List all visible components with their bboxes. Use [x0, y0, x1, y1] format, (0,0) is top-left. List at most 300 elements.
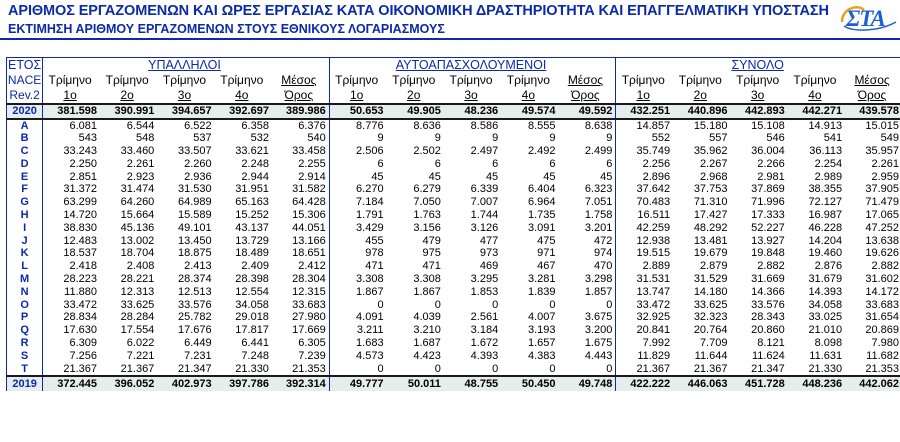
- row-label: M: [7, 273, 43, 286]
- col-header: Τρίμηνο: [162, 72, 207, 87]
- table-cell: 14.393: [808, 285, 843, 298]
- table-cell: 8.121: [757, 337, 785, 350]
- nace-header: NACE: [7, 72, 42, 87]
- table-cell: 33.683: [845, 299, 900, 312]
- table-cell: 3.200: [559, 324, 616, 337]
- group-header-self-employed: ΑΥΤΟΑΠΑΣΧΟΛΟΥΜΕΝΟΙ: [329, 58, 616, 73]
- table-cell: 2.256: [642, 157, 671, 170]
- table-cell: 2.876: [814, 260, 843, 273]
- table-cell: 2.409: [241, 260, 269, 273]
- table-cell: 381.598: [43, 104, 100, 119]
- table-cell: 9: [434, 132, 441, 145]
- table-cell: 11.631: [809, 349, 843, 362]
- table-cell: 2.418: [69, 260, 97, 273]
- col-header: 1ο: [329, 88, 386, 104]
- table-cell: 21.367: [63, 362, 97, 375]
- row-label: O: [7, 299, 43, 312]
- table-cell: 21.330: [235, 362, 269, 375]
- table-cell: 2.248: [241, 157, 269, 170]
- table-cell: 37.753: [693, 183, 728, 196]
- table-cell: 0: [549, 298, 556, 311]
- table-cell: 19.679: [693, 247, 728, 260]
- table-cell: 71.996: [751, 196, 785, 209]
- table-row: [7, 158, 900, 171]
- table-cell: 72.127: [808, 196, 843, 209]
- table-cell: 15.306: [272, 209, 329, 222]
- table-cell: 48.236: [444, 104, 501, 119]
- table-cell: 3.210: [413, 324, 441, 337]
- table-cell: 14.366: [751, 285, 785, 298]
- table-cell: 2.882: [757, 260, 785, 273]
- table-cell: 31.531: [636, 273, 671, 286]
- table-cell: 31.582: [272, 183, 329, 196]
- table-cell: 17.630: [63, 324, 97, 337]
- table-row: [7, 247, 900, 260]
- table-cell: 455: [365, 234, 384, 247]
- col-header: 2ο: [673, 88, 730, 104]
- table-row: [7, 222, 900, 235]
- table-cell: 49.777: [329, 376, 386, 391]
- year-row-2020: [7, 104, 900, 119]
- table-cell: 32.323: [693, 311, 728, 324]
- table-cell: 389.986: [272, 104, 329, 119]
- table-cell: 43.137: [235, 221, 269, 234]
- table-cell: 2.981: [757, 170, 785, 183]
- table-cell: 47.252: [845, 222, 900, 235]
- table-cell: 2.255: [272, 158, 329, 171]
- table-cell: 2.968: [699, 170, 728, 183]
- table-cell: 37.905: [845, 183, 900, 196]
- col-header: Τρίμηνο: [48, 72, 92, 87]
- table-cell: 2.261: [126, 157, 155, 170]
- table-cell: 34.058: [808, 298, 843, 311]
- table-cell: 2.944: [241, 170, 269, 183]
- table-cell: 28.398: [235, 273, 269, 286]
- table-row: [7, 145, 900, 158]
- table-cell: 6.323: [559, 183, 616, 196]
- col-header: 1ο: [43, 88, 100, 104]
- table-cell: 31.669: [751, 273, 785, 286]
- table-cell: 973: [479, 247, 499, 260]
- table-cell: 49.748: [559, 376, 616, 391]
- table-cell: 6.404: [527, 183, 556, 196]
- table-cell: 3.429: [356, 221, 384, 234]
- table-cell: 7.221: [126, 349, 155, 362]
- table-cell: 45: [559, 171, 616, 184]
- table-cell: 2.506: [356, 145, 384, 158]
- table-cell: 11.880: [64, 285, 97, 298]
- table-cell: 394.657: [157, 104, 214, 119]
- col-header: 2ο: [387, 88, 444, 104]
- table-cell: 12.313: [120, 285, 155, 298]
- table-cell: 20.764: [693, 324, 728, 337]
- table-cell: 8.555: [527, 119, 556, 132]
- table-cell: 2.408: [126, 260, 155, 273]
- table-cell: 48.755: [444, 376, 501, 391]
- table-cell: 21.347: [177, 362, 212, 375]
- table-cell: 21.367: [120, 362, 155, 375]
- table-cell: 6.449: [184, 337, 212, 350]
- table-cell: 50.450: [501, 376, 558, 391]
- table-cell: 2.914: [272, 171, 329, 184]
- col-header: Τρίμηνο: [220, 72, 264, 87]
- table-cell: 35.957: [845, 145, 900, 158]
- table-cell: 21.353: [845, 363, 900, 377]
- table-cell: 25.782: [177, 311, 212, 324]
- table-cell: 472: [559, 235, 616, 248]
- table-cell: 2.882: [845, 260, 900, 273]
- table-cell: 15.108: [751, 119, 785, 132]
- table-cell: 2.254: [814, 157, 843, 170]
- row-label: N: [7, 286, 43, 299]
- table-cell: 29.018: [235, 311, 269, 324]
- table-cell: 50.011: [387, 376, 444, 391]
- table-cell: 9: [377, 132, 384, 145]
- table-cell: 432.251: [616, 104, 673, 119]
- table-cell: 1.853: [470, 285, 499, 298]
- table-cell: 15.252: [235, 209, 269, 222]
- table-row: [7, 273, 900, 286]
- table-cell: 1.867: [356, 285, 384, 298]
- table-cell: 3.281: [527, 273, 556, 286]
- table-cell: 6: [434, 157, 441, 170]
- table-cell: 1.735: [527, 209, 556, 222]
- table-row: [7, 196, 900, 209]
- table-cell: 1.657: [527, 337, 556, 350]
- table-cell: 4.443: [559, 350, 616, 363]
- col-header: 3ο: [444, 88, 501, 104]
- table-cell: 1.857: [559, 286, 616, 299]
- col-header: Τρίμηνο: [678, 72, 722, 87]
- table-row: [7, 260, 900, 273]
- table-cell: 2.923: [126, 170, 155, 183]
- table-cell: 975: [422, 247, 441, 260]
- table-row: [7, 363, 900, 377]
- table-cell: 12.938: [636, 234, 671, 247]
- table-cell: 21.347: [751, 362, 785, 375]
- table-cell: 402.973: [157, 376, 214, 391]
- table-cell: 15.180: [693, 119, 728, 132]
- table-cell: 14.913: [808, 119, 843, 132]
- table-cell: 28.343: [751, 311, 785, 324]
- table-cell: 18.651: [272, 247, 329, 260]
- table-cell: 31.372: [63, 183, 97, 196]
- table-cell: 28.223: [63, 273, 97, 286]
- table-cell: 33.576: [751, 298, 785, 311]
- table-cell: 3.298: [559, 273, 616, 286]
- table-cell: 8.098: [814, 337, 843, 350]
- table-cell: 2.267: [699, 157, 728, 170]
- table-cell: 45: [428, 170, 441, 183]
- table-cell: 28.221: [120, 273, 155, 286]
- table-cell: 64.989: [177, 196, 212, 209]
- table-cell: 11.682: [845, 350, 900, 363]
- table-cell: 392.697: [215, 104, 272, 119]
- table-cell: 45: [485, 170, 499, 183]
- col-header: Τρίμηνο: [793, 72, 837, 87]
- table-cell: 45: [543, 170, 556, 183]
- table-cell: 28.284: [120, 311, 155, 324]
- table-cell: 7.051: [559, 196, 616, 209]
- table-cell: 470: [559, 260, 616, 273]
- table-cell: 64.260: [120, 196, 155, 209]
- table-cell: 0: [434, 362, 441, 375]
- col-header: Μέσος: [845, 73, 900, 88]
- table-cell: 31.951: [235, 183, 269, 196]
- table-cell: 11.829: [637, 349, 671, 362]
- table-cell: 7.256: [69, 349, 97, 362]
- table-cell: 16.987: [808, 209, 843, 222]
- table-cell: 6.022: [126, 337, 155, 350]
- table-cell: 2.492: [527, 145, 556, 158]
- table-cell: 33.460: [120, 145, 155, 158]
- table-cell: 31.530: [177, 183, 212, 196]
- table-row: [7, 183, 900, 196]
- title-divider: [0, 38, 900, 40]
- table-cell: 1.791: [356, 209, 384, 222]
- table-cell: 21.367: [636, 362, 671, 375]
- table-cell: 11.644: [694, 349, 728, 362]
- col-header: Τρίμηνο: [621, 72, 665, 87]
- table-cell: 390.991: [100, 104, 157, 119]
- col-header: 4ο: [788, 88, 845, 104]
- table-cell: 1.744: [470, 209, 499, 222]
- table-row: [7, 337, 900, 350]
- table-cell: 974: [559, 247, 616, 260]
- table-cell: 38.355: [808, 183, 843, 196]
- table-cell: 31.529: [693, 273, 728, 286]
- row-label: 2019: [7, 376, 43, 391]
- table-cell: 2.497: [470, 145, 499, 158]
- row-label: L: [7, 260, 43, 273]
- table-cell: 392.314: [272, 376, 329, 391]
- table-cell: 18.875: [177, 247, 212, 260]
- table-cell: 0: [559, 363, 616, 377]
- table-cell: 15.589: [177, 209, 212, 222]
- table-cell: 2.260: [184, 157, 212, 170]
- table-cell: 33.025: [808, 311, 843, 324]
- table-cell: 1.687: [413, 337, 441, 350]
- table-cell: 34.058: [235, 298, 269, 311]
- table-cell: 552: [651, 132, 671, 145]
- table-cell: 37.642: [636, 183, 671, 196]
- table-cell: 42.259: [636, 221, 671, 234]
- table-cell: 8.638: [559, 119, 616, 133]
- col-header: 4ο: [501, 88, 558, 104]
- table-cell: 6.376: [272, 119, 329, 133]
- table-cell: 537: [193, 132, 212, 145]
- table-cell: 33.507: [177, 145, 212, 158]
- table-cell: 38.830: [63, 221, 97, 234]
- table-cell: 467: [537, 260, 556, 273]
- table-cell: 7.709: [699, 337, 728, 350]
- table-cell: 440.896: [673, 104, 730, 119]
- table-cell: 14.180: [693, 285, 728, 298]
- table-cell: 7.239: [272, 350, 329, 363]
- table-cell: 2.413: [184, 260, 212, 273]
- col-header: Τρίμηνο: [736, 72, 780, 87]
- table-cell: 446.063: [673, 376, 730, 391]
- table-cell: 3.201: [559, 222, 616, 235]
- table-cell: 13.747: [636, 285, 671, 298]
- table-cell: 31.602: [845, 273, 900, 286]
- table-cell: 9: [492, 132, 499, 145]
- table-cell: 63.299: [63, 196, 97, 209]
- table-cell: 71.479: [845, 196, 900, 209]
- table-cell: 18.704: [120, 247, 155, 260]
- col-header: 4ο: [215, 88, 272, 104]
- table-cell: 17.427: [693, 209, 728, 222]
- table-cell: 13.002: [120, 234, 155, 247]
- row-label: S: [7, 350, 43, 363]
- table-cell: 4.383: [527, 349, 556, 362]
- table-cell: 17.817: [235, 324, 269, 337]
- table-cell: 471: [422, 260, 441, 273]
- table-row: [7, 132, 900, 145]
- table-cell: 19.460: [808, 247, 843, 260]
- table-cell: 442.893: [730, 104, 787, 119]
- elstat-logo: [838, 2, 900, 36]
- table-cell: 17.554: [120, 324, 155, 337]
- table-cell: 479: [422, 234, 441, 247]
- table-cell: 65.163: [235, 196, 269, 209]
- row-label: I: [7, 222, 43, 235]
- table-cell: 46.228: [808, 221, 843, 234]
- table-cell: 532: [250, 132, 269, 145]
- year-header: ΕΤΟΣ: [7, 57, 42, 72]
- table-cell: 12.513: [177, 285, 212, 298]
- table-cell: 64.428: [272, 196, 329, 209]
- table-cell: 6.964: [527, 196, 556, 209]
- table-cell: 49.592: [559, 104, 616, 119]
- table-cell: 3.308: [413, 273, 441, 286]
- table-cell: 557: [709, 132, 728, 145]
- table-cell: 0: [377, 362, 384, 375]
- table-cell: 16.511: [637, 209, 671, 222]
- table-cell: 28.304: [272, 273, 329, 286]
- table-cell: 1.763: [413, 209, 441, 222]
- group-header-total: ΣΥΝΟΛΟ: [616, 58, 900, 73]
- table-cell: 2.879: [699, 260, 728, 273]
- table-cell: 12.315: [272, 286, 329, 299]
- table-cell: 4.423: [413, 349, 441, 362]
- table-cell: 12.483: [63, 234, 97, 247]
- table-cell: 397.786: [215, 376, 272, 391]
- table-cell: 21.353: [272, 363, 329, 377]
- table-cell: 2.889: [642, 260, 671, 273]
- table-cell: 18.489: [235, 247, 269, 260]
- table-cell: 45: [371, 170, 384, 183]
- table-cell: 27.980: [272, 311, 329, 324]
- table-cell: 1.683: [356, 337, 384, 350]
- table-cell: 4.573: [356, 349, 384, 362]
- table-cell: 17.333: [751, 209, 785, 222]
- table-cell: 44.051: [272, 222, 329, 235]
- table-cell: 0: [492, 362, 499, 375]
- table-cell: 9: [549, 132, 556, 145]
- table-cell: 2.851: [69, 170, 97, 183]
- table-cell: 396.052: [100, 376, 157, 391]
- table-cell: 4.091: [356, 311, 384, 324]
- table-cell: 31.654: [845, 311, 900, 324]
- table-cell: 3.156: [413, 221, 441, 234]
- table-cell: 6.081: [69, 119, 97, 132]
- table-cell: 1.675: [559, 337, 616, 350]
- table-cell: 2.896: [642, 170, 671, 183]
- table-cell: 33.625: [693, 298, 728, 311]
- table-cell: 4.039: [413, 311, 441, 324]
- table-cell: 13.927: [751, 234, 785, 247]
- table-cell: 9: [559, 132, 616, 145]
- year-row-2019: [7, 376, 900, 391]
- table-cell: 3.184: [470, 324, 499, 337]
- col-header: Τρίμηνο: [506, 72, 550, 87]
- col-header: 3ο: [730, 88, 787, 104]
- table-cell: 33.243: [63, 145, 97, 158]
- table-cell: 0: [377, 298, 384, 311]
- table-cell: 0: [492, 298, 499, 311]
- row-label: B: [7, 132, 43, 145]
- table-cell: 12.554: [235, 285, 269, 298]
- table-row: [7, 235, 900, 248]
- col-header: Μέσος: [559, 73, 616, 88]
- table-cell: 477: [479, 234, 499, 247]
- rev-header: Rev.2: [7, 88, 43, 104]
- table-cell: 20.869: [845, 324, 900, 337]
- table-cell: 0: [434, 298, 441, 311]
- table-cell: 33.625: [120, 298, 155, 311]
- table-cell: 33.576: [177, 298, 212, 311]
- table-cell: 451.728: [730, 376, 787, 391]
- table-cell: 19.626: [845, 247, 900, 260]
- table-cell: 6: [492, 157, 499, 170]
- row-label: J: [7, 235, 43, 248]
- table-cell: 13.638: [845, 235, 900, 248]
- col-header: 2ο: [100, 88, 157, 104]
- table-cell: 31.679: [808, 273, 843, 286]
- table-cell: 471: [365, 260, 384, 273]
- row-label: R: [7, 337, 43, 350]
- table-cell: 6: [377, 157, 384, 170]
- table-cell: 19.515: [636, 247, 671, 260]
- table-cell: 6.522: [184, 119, 212, 132]
- table-cell: 1.867: [413, 285, 441, 298]
- table-cell: 3.308: [356, 273, 384, 286]
- table-cell: 13.729: [235, 234, 269, 247]
- table-cell: 70.483: [636, 196, 671, 209]
- table-cell: 14.857: [636, 119, 671, 132]
- page-title: ΑΡΙΘΜΟΣ ΕΡΓΑΖΟΜΕΝΩΝ ΚΑΙ ΩΡΕΣ ΕΡΓΑΣΙΑΣ ΚΑΤΑ ΟΙΚΟΝΟΜΙΚΗ ΔΡΑΣΤΗΡΙΟΤΗΤΑ ΚΑΙ ΕΠΑΓΓΕΛΜΑΤΙΚΗ ΥΠΟΣΤΑΣΗ: [8, 3, 829, 19]
- table-cell: 6.441: [241, 337, 269, 350]
- table-cell: 13.166: [272, 235, 329, 248]
- table-cell: 2.261: [845, 158, 900, 171]
- table-cell: 15.664: [120, 209, 155, 222]
- table-row: [7, 324, 900, 337]
- table-cell: 7.248: [241, 349, 269, 362]
- table-cell: 32.925: [636, 311, 671, 324]
- table-cell: 33.472: [636, 298, 671, 311]
- col-header: 3ο: [157, 88, 214, 104]
- table-cell: 33.683: [272, 299, 329, 312]
- table-cell: 20.841: [636, 324, 671, 337]
- logo-text: ΣΤΑ: [846, 6, 885, 31]
- table-cell: 17.669: [272, 324, 329, 337]
- col-header: Μέσος: [272, 73, 329, 88]
- table-cell: 442.271: [788, 104, 845, 119]
- table-cell: 50.653: [329, 104, 386, 119]
- col-header: Όρος: [845, 88, 900, 104]
- table-cell: 6.544: [126, 119, 155, 132]
